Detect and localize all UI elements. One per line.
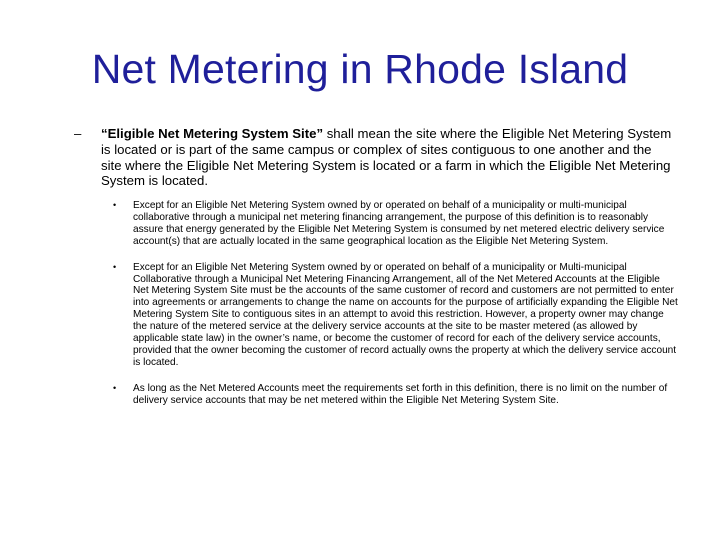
definition-text (101, 126, 674, 189)
bullet-item (113, 262, 678, 369)
bullet-text: As long as the Net Metered Accounts meet the requirements set forth in this definition, there is no limit on the number of delivery service accounts that may be net metered within the Eligible Net Metering System Site. (133, 382, 668, 406)
bullet-marker: • (113, 200, 117, 210)
bullet-marker: • (113, 261, 117, 272)
definition-body: shall mean the site where the Eligible Net Metering System is located or is part of the same campus or complex of sites contiguous to one another and the site where the Eligible Net Metering System is located or a farm in which the Eligible Net Metering System is located. (101, 126, 672, 189)
bullet-item (113, 383, 678, 407)
dash-marker: – (74, 126, 82, 141)
bullet-list (113, 200, 678, 421)
definition-term: “Eligible Net Metering System Site” (101, 126, 324, 141)
bullet-marker: • (113, 382, 117, 393)
bullet-item (113, 200, 678, 248)
bullet-text: Except for an Eligible Net Metering System owned by or operated on behalf of a municipality or multi-municipal collaborative through a municipal net metering financing arrangement, the purpose of this definition is to reasonably assure that energy generated by the Eligible Net Metering System is consumed by net metered electric delivery service account(s) that are actually located in the same geographical location as the Eligible Net Metering System. (133, 200, 665, 247)
slide-title: Net Metering in Rhode Island (91, 46, 629, 92)
definition-item (74, 126, 674, 189)
bullet-text: Except for an Eligible Net Metering System owned by or operated on behalf of a municipality or Multi-municipal Collaborative through a Municipal Net Metering Financing Arrangement, all of the Net Metered Accounts at the Eligible Net Metering System Site must be the accounts of the same customer of record and customers are not permitted to enter into agreements or arrangements to change the name on accounts for the purpose of artificially expanding the Eligible Net Metering System Site to contiguous sites in an attempt to avoid this restriction. However, a property owner may change the nature of the metered service at the delivery service accounts at the site to be master metered (as allowed by applicable state law) in the owner’s name, or become the customer of record for each of the delivery service accounts, provided that the owner becoming the customer of record actually owns the property at which the delivery service account is located. (133, 261, 678, 368)
